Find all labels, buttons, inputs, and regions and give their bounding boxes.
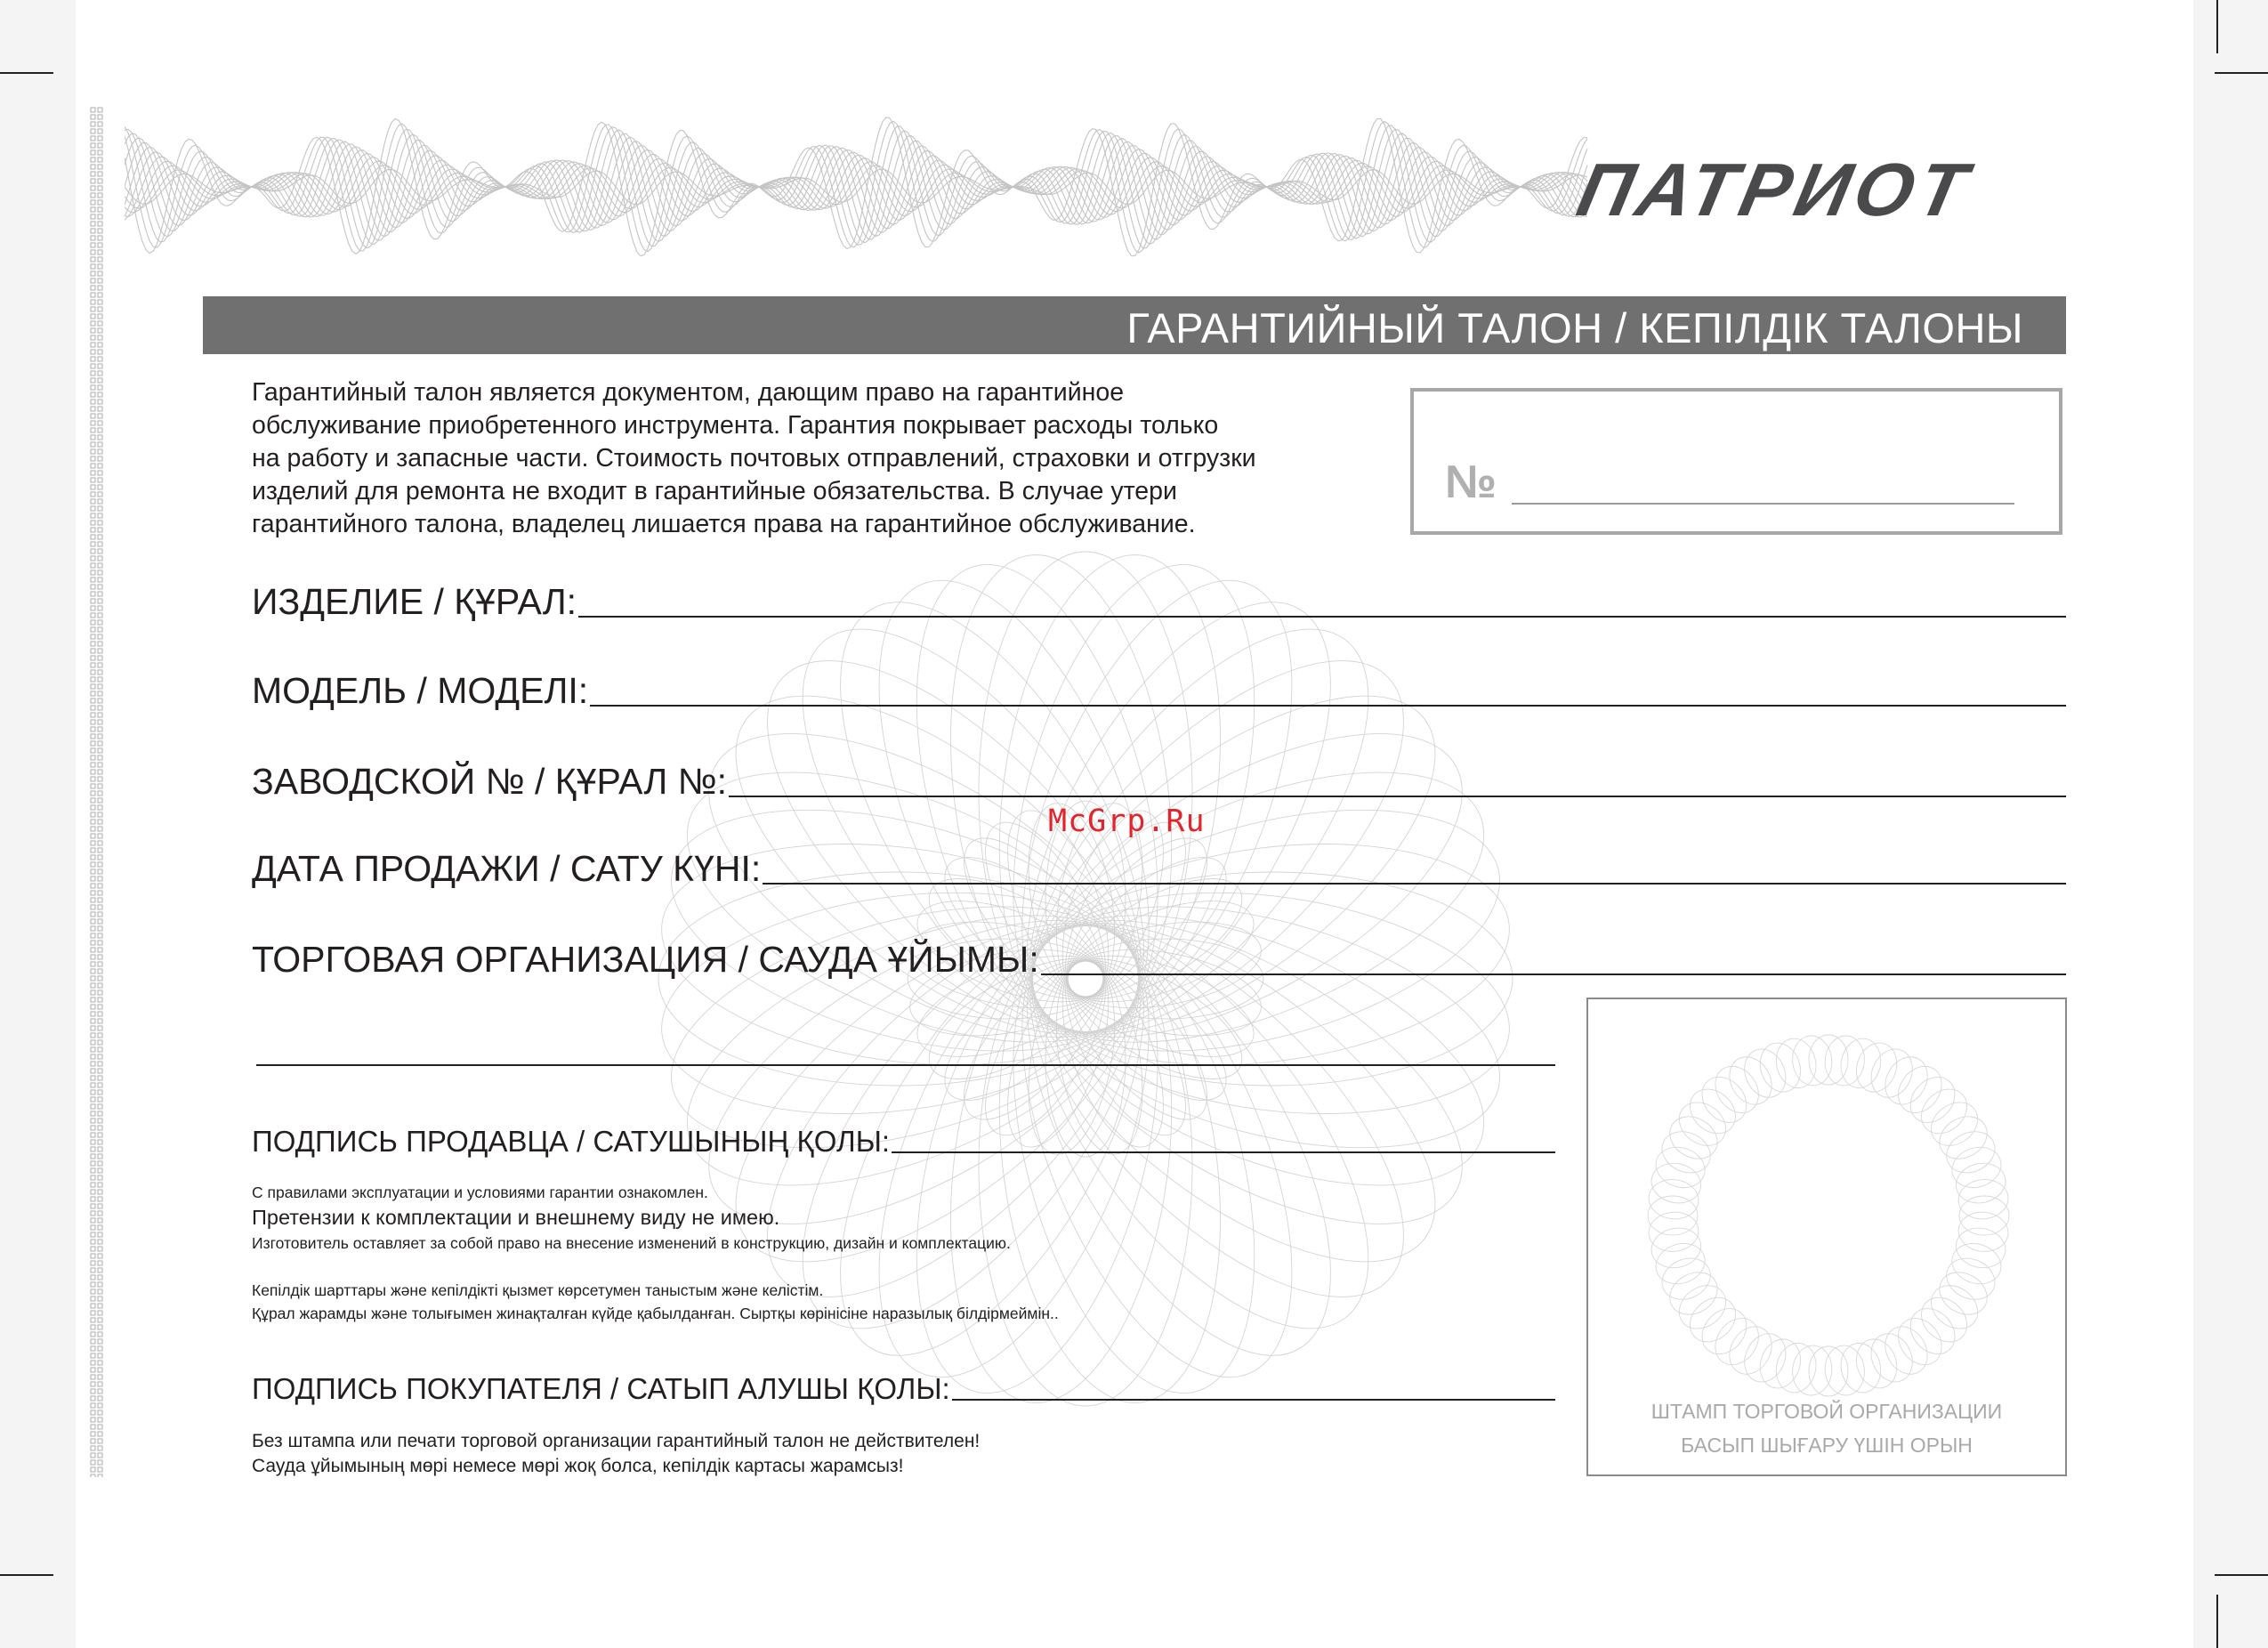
crop-mark: [2216, 0, 2218, 53]
crop-mark: [0, 1574, 53, 1576]
trade-org-label: ТОРГОВАЯ ОРГАНИЗАЦИЯ / САУДА ҰЙЫМЫ:: [252, 939, 1039, 980]
card-number-box: [1410, 388, 2062, 535]
sale-date-field: [252, 836, 2066, 890]
microtext-strip: [89, 107, 105, 1477]
product-input-line[interactable]: [578, 616, 2066, 618]
brand-logo: ПАТРИОТ: [1570, 148, 1980, 231]
serial-field: [252, 749, 2066, 803]
stamp-guilloche-ring: [1646, 1033, 2011, 1398]
note-ru-line3: Изготовитель оставляет за собой право на внесение изменений в конструкцию, дизайн и комплектацию.: [252, 1234, 1011, 1252]
product-label: ИЗДЕЛИЕ / ҚҰРАЛ:: [252, 581, 577, 622]
site-watermark: McGrp.Ru: [1048, 804, 1206, 839]
buyer-signature-label: ПОДПИСЬ ПОКУПАТЕЛЯ / САТЫП АЛУШЫ ҚОЛЫ:: [252, 1372, 950, 1405]
seller-signature-line[interactable]: [892, 1151, 1555, 1153]
footer-note-kz: Сауда ұйымының мөрі немесе мөрі жоқ болса, кепілдік картасы жарамсыз!: [252, 1456, 904, 1476]
seller-signature-field: [252, 1114, 1555, 1159]
seller-signature-label: ПОДПИСЬ ПРОДАВЦА / САТУШЫНЫҢ ҚОЛЫ:: [252, 1125, 891, 1158]
stamp-area[interactable]: [1586, 998, 2067, 1476]
model-field: [252, 658, 2066, 712]
note-kz-line1: Кепілдік шарттары және кепілдікті қызмет көрсетумен таныстым және келістім.: [252, 1281, 824, 1299]
serial-label: ЗАВОДСКОЙ № / ҚҰРАЛ №:: [252, 761, 728, 802]
stamp-label-kz: БАСЫП ШЫҒАРУ ҮШІН ОРЫН: [1681, 1434, 1973, 1457]
intro-line: гарантийного талона, владелец лишается права на гарантийное обслуживание.: [252, 510, 1196, 538]
note-kz-line2: Құрал жарамды және толығымен жинақталған күйде қабылданған. Сыртқы көрінісіне наразылық білдірмеймін..: [252, 1305, 1059, 1322]
crop-mark: [2215, 1574, 2268, 1576]
guilloche-band: [125, 111, 1588, 263]
note-ru-line1: С правилами эксплуатации и условиями гарантии ознакомлен.: [252, 1183, 708, 1201]
trade-org-input-line[interactable]: [1041, 973, 2066, 975]
note-ru-line2: Претензии к комплектации и внешнему виду не имею.: [252, 1206, 780, 1229]
stamp-label-ru: ШТАМП ТОРГОВОЙ ОРГАНИЗАЦИИ: [1651, 1400, 2003, 1423]
buyer-signature-line[interactable]: [952, 1399, 1555, 1401]
intro-line: изделий для ремонта не входит в гарантийные обязательства. В случае утери: [252, 477, 1177, 505]
intro-line: на работу и запасные части. Стоимость почтовых отправлений, страховки и отгрузки: [252, 444, 1256, 473]
trade-org-field: [252, 927, 2066, 981]
card-number-field[interactable]: [1512, 503, 2014, 505]
intro-line: обслуживание приобретенного инструмента. Гарантия покрывает расходы только: [252, 411, 1219, 440]
footer-note-ru: Без штампа или печати торговой организации гарантийный талон не действителен!: [252, 1431, 981, 1451]
crop-mark: [2215, 72, 2268, 74]
trade-org-extra-line[interactable]: [256, 1064, 1555, 1066]
crop-mark: [2216, 1595, 2218, 1648]
page-title: ГАРАНТИЙНЫЙ ТАЛОН / КЕПІЛДІК ТАЛОНЫ: [1126, 304, 2023, 351]
sale-date-input-line[interactable]: [763, 883, 2066, 885]
model-input-line[interactable]: [590, 705, 2066, 707]
intro-line: Гарантийный талон является документом, дающим право на гарантийное: [252, 378, 1125, 407]
product-field: [252, 570, 2066, 623]
crop-mark: [0, 72, 53, 74]
number-sign: №: [1445, 456, 1497, 508]
model-label: МОДЕЛЬ / МОДЕЛІ:: [252, 670, 589, 711]
intro-paragraph: [252, 376, 1391, 541]
serial-input-line[interactable]: [729, 796, 2066, 797]
buyer-signature-field: [252, 1361, 1555, 1406]
sale-date-label: ДАТА ПРОДАЖИ / САТУ КҮНІ:: [252, 848, 762, 889]
title-bar: [203, 296, 2066, 354]
